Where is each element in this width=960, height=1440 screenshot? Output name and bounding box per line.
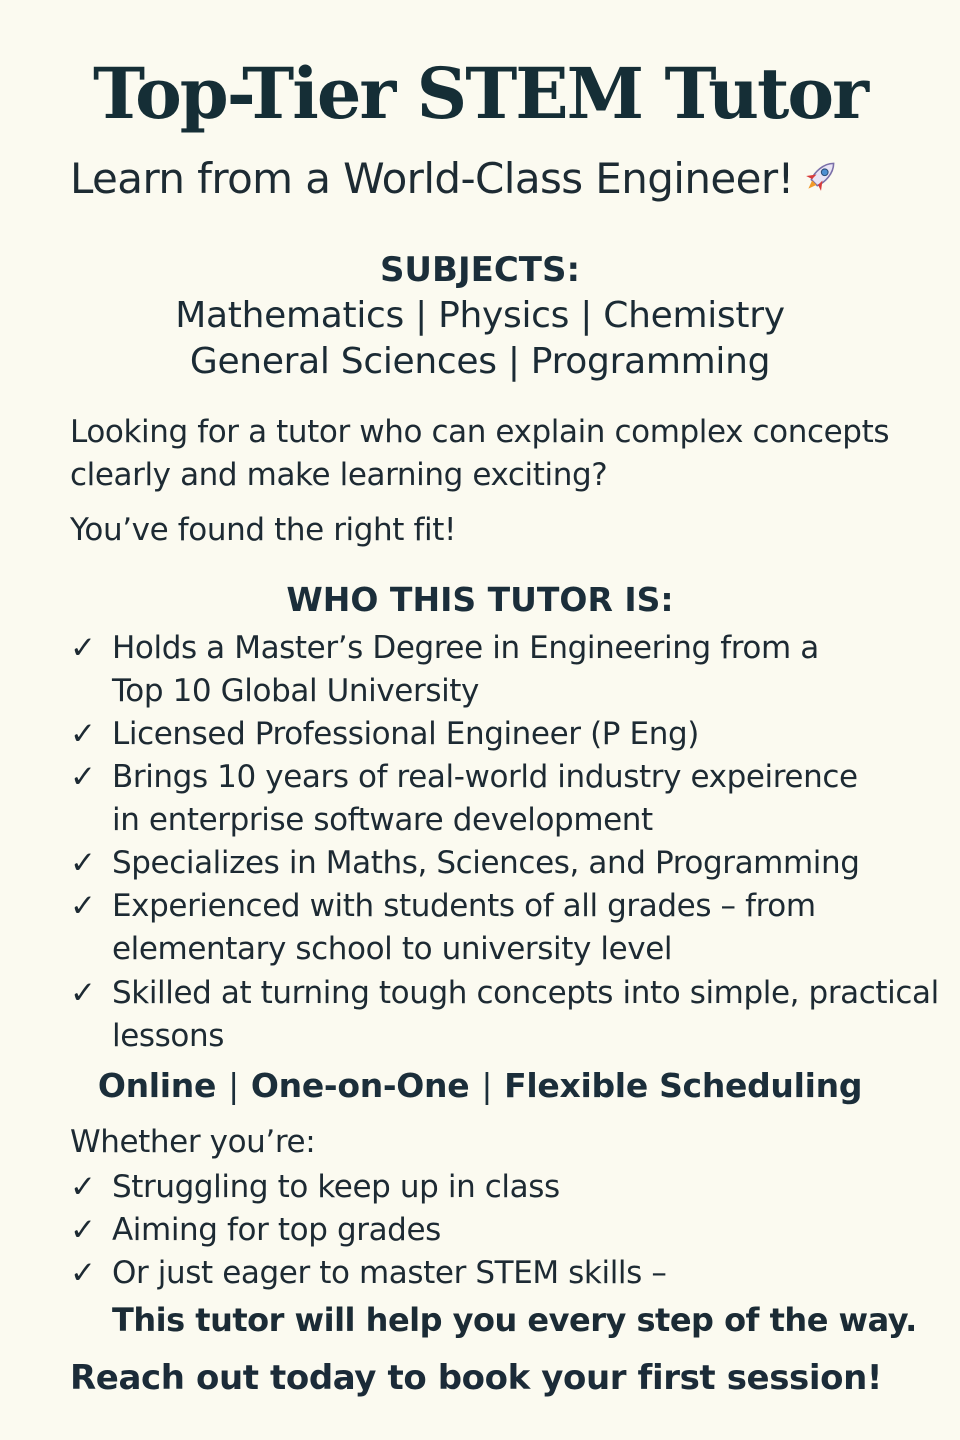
checkmark-icon: ✓ (70, 975, 96, 1011)
subtitle-text: Learn from a World-Class Engineer! (70, 154, 794, 203)
closing-statement: This tutor will help you every step of the way. (112, 1301, 917, 1339)
subtitle (70, 154, 842, 203)
qualification-item: Skilled at turning tough concepts into simple, practical (112, 975, 939, 1011)
checkmark-icon: ✓ (70, 1169, 96, 1205)
feature-one-on-one: One-on-One (250, 1066, 470, 1105)
qualification-item: Experienced with students of all grades – from (112, 888, 816, 924)
whether-heading: Whether you’re: (70, 1124, 316, 1160)
situation-item: Aiming for top grades (112, 1212, 441, 1248)
checkmark-icon: ✓ (70, 845, 96, 881)
intro-line-1: Looking for a tutor who can explain complex concepts (70, 414, 890, 450)
call-to-action: Reach out today to book your first session! (70, 1358, 882, 1398)
who-heading: WHO THIS TUTOR IS: (286, 580, 674, 619)
subjects-heading: SUBJECTS: (379, 250, 581, 290)
subjects-line-1: Mathematics | Physics | Chemistry (175, 295, 785, 336)
checkmark-icon: ✓ (70, 630, 96, 666)
subjects-line-2: General Sciences | Programming (189, 341, 771, 382)
checkmark-icon: ✓ (70, 1255, 96, 1291)
checkmark-icon: ✓ (70, 888, 96, 924)
qualification-item-cont: elementary school to university level (112, 931, 673, 967)
qualification-item: Specializes in Maths, Sciences, and Programming (112, 845, 860, 881)
situation-item: Or just eager to master STEM skills – (112, 1255, 667, 1291)
checkmark-icon: ✓ (70, 759, 96, 795)
feature-online: Online (97, 1066, 217, 1105)
qualification-item: Licensed Professional Engineer (P Eng) (112, 716, 699, 752)
rocket-icon (800, 155, 842, 197)
qualification-item: Brings 10 years of real-world industry expeirence (112, 759, 858, 795)
features-line: Online | One-on-One | Flexible Scheduling (97, 1066, 863, 1105)
checkmark-icon: ✓ (70, 1212, 96, 1248)
feature-flexible-scheduling: Flexible Scheduling (504, 1066, 863, 1105)
qualification-item-cont: lessons (112, 1018, 224, 1054)
checkmark-icon: ✓ (70, 716, 96, 752)
qualification-item-cont: Top 10 Global University (112, 673, 479, 709)
intro-line-3: You’ve found the right fit! (70, 512, 456, 548)
qualification-item: Holds a Master’s Degree in Engineering from a (112, 630, 819, 666)
intro-line-2: clearly and make learning exciting? (70, 457, 608, 493)
qualification-item-cont: in enterprise software development (112, 802, 653, 838)
page-title: Top-Tier STEM Tutor (93, 52, 867, 135)
situation-item: Struggling to keep up in class (112, 1169, 560, 1205)
